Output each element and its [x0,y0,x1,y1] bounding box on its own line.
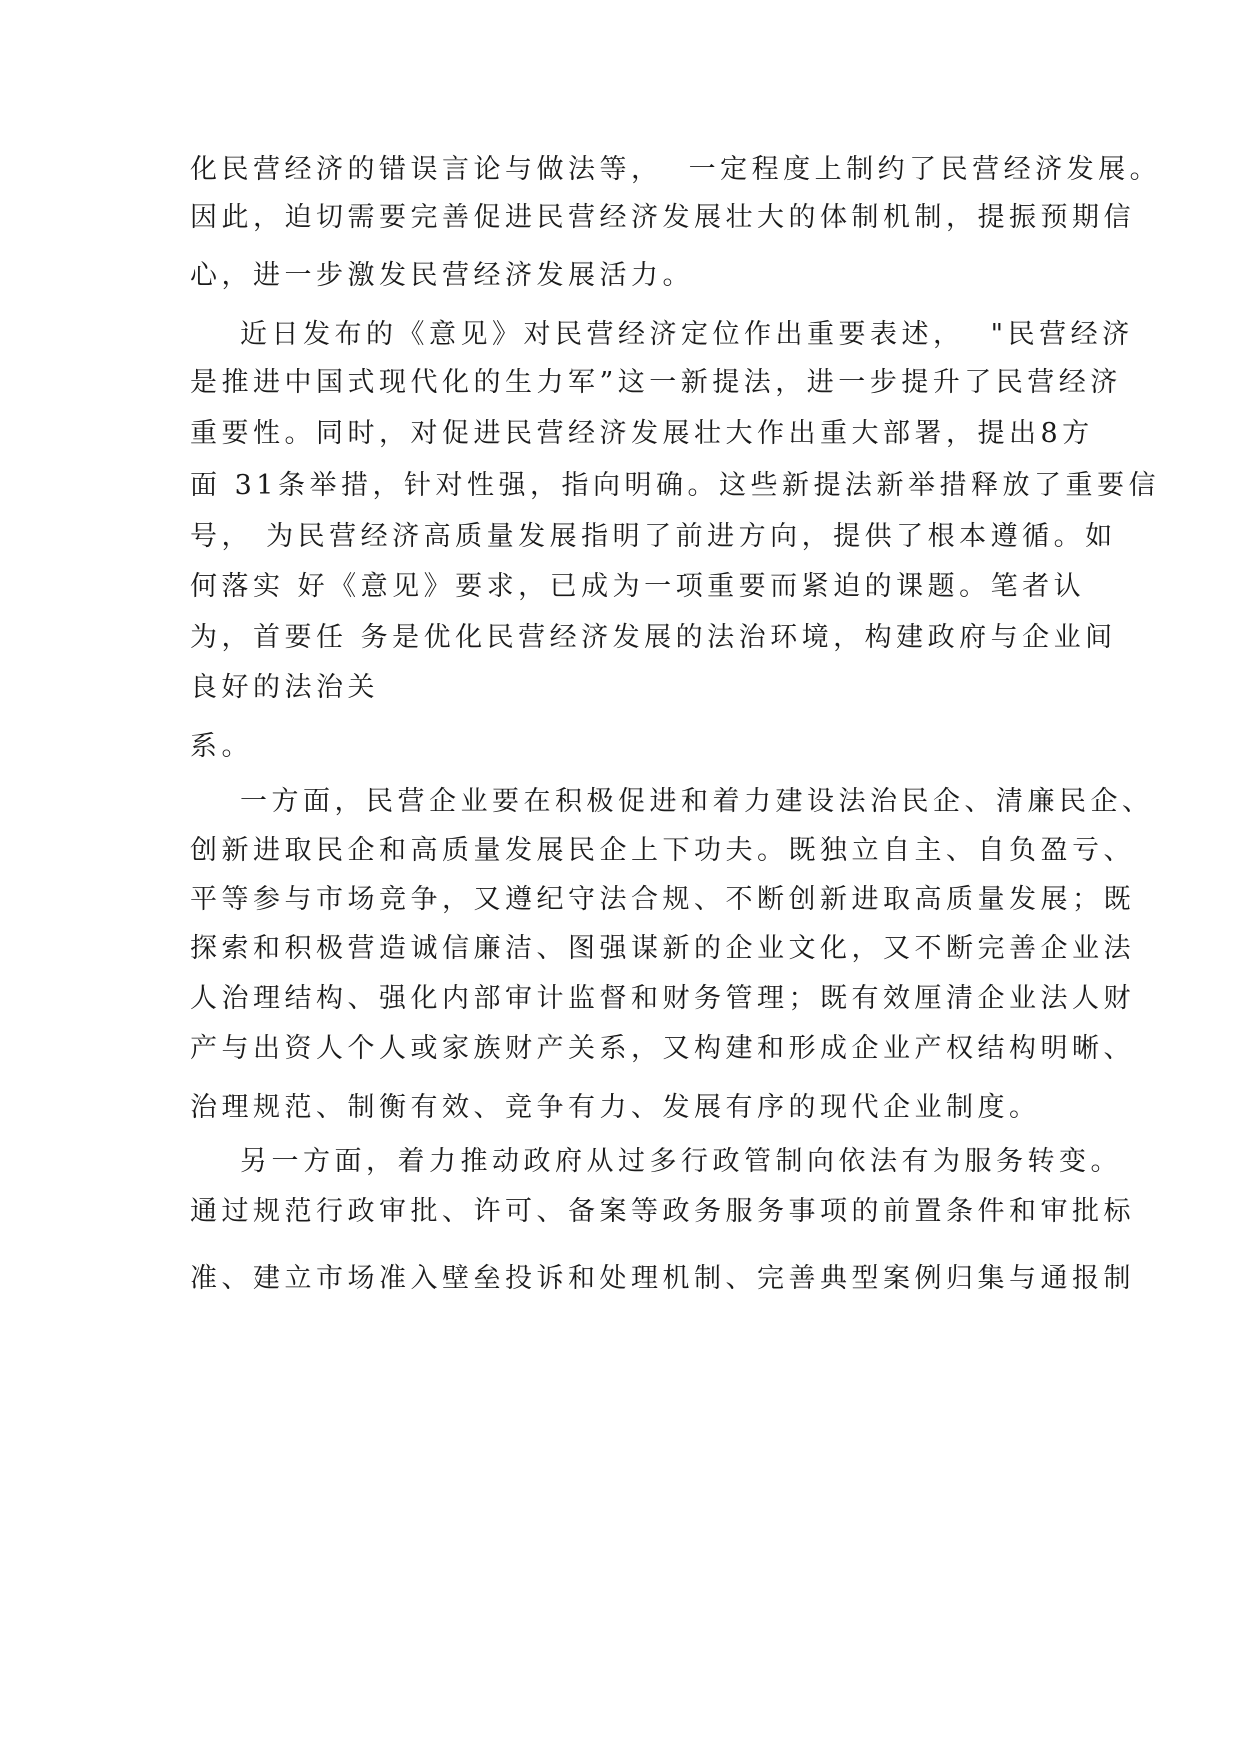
text-line: 是推进中国式现代化的生力军”这一新提法，进一步提升了民营经济 [190,367,1122,398]
paragraph-start-line: 一方面，民营企业要在积极促进和着力建设法治民企、清廉民企、 [240,786,1154,817]
text-line: 良好的法治关 [190,672,379,703]
text-line: 为，首要任 务是优化民营经济发展的法治环境，构建政府与企业间 [190,622,1117,653]
text-line: 重要性。同时，对促进民营经济发展壮大作出重大部署，提出8方 [190,418,1094,449]
text-line: 因此，迫切需要完善促进民营经济发展壮大的体制机制，提振预期信 [190,202,1135,233]
text-line: 探索和积极营造诚信廉洁、图强谋新的企业文化，又不断完善企业法 [190,933,1135,964]
text-line: 号， 为民营经济高质量发展指明了前进方向，提供了根本遵循。如 [190,521,1117,552]
text-line: 面 31条举措，针对性强，指向明确。这些新提法新举措释放了重要信 [190,470,1160,501]
text-line: 平等参与市场竞争，又遵纪守法合规、不断创新进取高质量发展；既 [190,884,1135,915]
text-line: 创新进取民企和高质量发展民企上下功夫。既独立自主、自负盈亏、 [190,835,1135,866]
paragraph-start-line: 近日发布的《意见》对民营经济定位作出重要表述， "民营经济 [240,319,1134,350]
text-line: 治理规范、制衡有效、竞争有力、发展有序的现代企业制度。 [190,1092,1041,1123]
text-line: 系。 [190,731,253,762]
text-line: 通过规范行政审批、许可、备案等政务服务事项的前置条件和审批标 [190,1196,1135,1227]
text-line: 化民营经济的错误言论与做法等， 一定程度上制约了民营经济发展。 [190,154,1162,185]
text-line: 心，进一步激发民营经济发展活力。 [190,260,694,291]
text-line: 何落实 好《意见》要求，已成为一项重要而紧迫的课题。笔者认 [190,571,1086,602]
paragraph-start-line: 另一方面，着力推动政府从过多行政管制向依法有为服务转变。 [240,1146,1122,1177]
text-line: 准、建立市场准入壁垒投诉和处理机制、完善典型案例归集与通报制 [190,1263,1135,1294]
text-line: 人治理结构、强化内部审计监督和财务管理；既有效厘清企业法人财 [190,983,1135,1014]
text-line: 产与出资人个人或家族财产关系，又构建和形成企业产权结构明晰、 [190,1033,1135,1064]
